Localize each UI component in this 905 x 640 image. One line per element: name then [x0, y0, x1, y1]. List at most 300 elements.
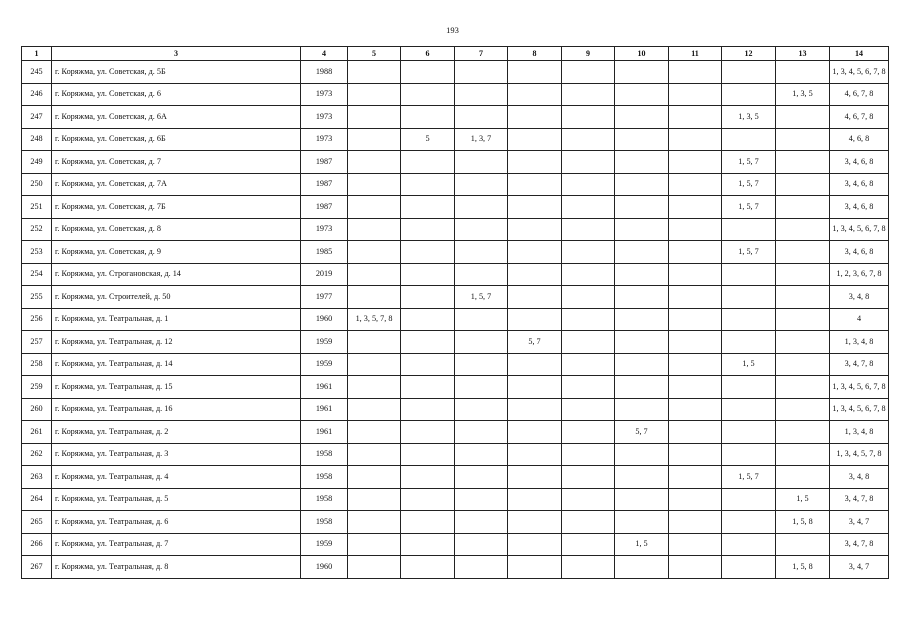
row-number-cell: 258	[22, 353, 52, 376]
address-cell: г. Коряжма, ул. Театральная, д. 12	[52, 331, 301, 354]
table-cell	[669, 263, 722, 286]
table-body	[22, 61, 889, 579]
address-cell: г. Коряжма, ул. Театральная, д. 1	[52, 308, 301, 331]
table-cell	[401, 196, 455, 219]
address-cell: г. Коряжма, ул. Театральная, д. 2	[52, 421, 301, 444]
row-number-cell: 256	[22, 308, 52, 331]
table-cell	[401, 173, 455, 196]
table-cell	[722, 443, 776, 466]
table-cell	[669, 106, 722, 129]
table-cell	[455, 443, 508, 466]
address-cell: г. Коряжма, ул. Театральная, д. 7	[52, 533, 301, 556]
row-number-cell: 266	[22, 533, 52, 556]
address-cell: г. Коряжма, ул. Театральная, д. 8	[52, 556, 301, 579]
row-number-cell: 254	[22, 263, 52, 286]
table-cell: 1, 5, 7	[722, 173, 776, 196]
table-cell	[776, 466, 830, 489]
table-cell	[562, 421, 615, 444]
address-cell: г. Коряжма, ул. Советская, д. 6А	[52, 106, 301, 129]
table-cell	[562, 61, 615, 84]
year-cell: 1958	[301, 511, 348, 534]
table-cell	[455, 61, 508, 84]
table-cell	[615, 556, 669, 579]
table-cell	[722, 398, 776, 421]
table-cell	[722, 263, 776, 286]
table-cell	[401, 421, 455, 444]
header-row	[22, 47, 889, 61]
address-cell: г. Коряжма, ул. Советская, д. 8	[52, 218, 301, 241]
table-cell	[722, 556, 776, 579]
table-cell	[615, 61, 669, 84]
table-cell	[669, 128, 722, 151]
table-cell: 3, 4, 8	[830, 286, 889, 309]
year-cell: 1987	[301, 196, 348, 219]
table-row	[22, 106, 889, 129]
table-cell	[776, 263, 830, 286]
table-cell	[348, 398, 401, 421]
table-row	[22, 308, 889, 331]
table-row	[22, 128, 889, 151]
year-cell: 1958	[301, 443, 348, 466]
table-cell	[508, 466, 562, 489]
table-cell	[455, 331, 508, 354]
table-cell: 1, 5, 8	[776, 511, 830, 534]
column-header: 13	[776, 47, 830, 61]
table-cell	[562, 83, 615, 106]
row-number-cell: 261	[22, 421, 52, 444]
table-row	[22, 263, 889, 286]
table-cell: 1, 5, 7	[455, 286, 508, 309]
table-cell	[401, 533, 455, 556]
table-cell	[776, 331, 830, 354]
table-cell	[401, 106, 455, 129]
table-cell	[615, 353, 669, 376]
table-cell	[776, 106, 830, 129]
year-cell: 1960	[301, 556, 348, 579]
table-cell	[348, 128, 401, 151]
table-cell: 1, 2, 3, 6, 7, 8	[830, 263, 889, 286]
column-header: 9	[562, 47, 615, 61]
table-cell	[562, 443, 615, 466]
column-header: 8	[508, 47, 562, 61]
table-cell	[508, 488, 562, 511]
table-cell: 1, 3, 4, 8	[830, 421, 889, 444]
table-cell	[776, 376, 830, 399]
table-cell	[508, 353, 562, 376]
table-cell	[722, 488, 776, 511]
year-cell: 1988	[301, 61, 348, 84]
table-cell	[508, 218, 562, 241]
table-cell	[776, 421, 830, 444]
table-cell	[776, 218, 830, 241]
address-cell: г. Коряжма, ул. Советская, д. 5Б	[52, 61, 301, 84]
table-cell	[776, 398, 830, 421]
table-cell	[401, 218, 455, 241]
table-cell	[669, 376, 722, 399]
table-cell	[776, 533, 830, 556]
table-cell	[348, 421, 401, 444]
table-cell	[508, 83, 562, 106]
table-cell	[615, 196, 669, 219]
row-number-cell: 264	[22, 488, 52, 511]
year-cell: 1973	[301, 106, 348, 129]
table-cell	[669, 241, 722, 264]
column-header: 11	[669, 47, 722, 61]
table-cell	[722, 83, 776, 106]
row-number-cell: 262	[22, 443, 52, 466]
table-cell	[401, 61, 455, 84]
table-cell: 1, 3, 5	[722, 106, 776, 129]
table-cell: 1, 5, 7	[722, 466, 776, 489]
year-cell: 1973	[301, 218, 348, 241]
table-cell	[669, 353, 722, 376]
table-cell	[508, 421, 562, 444]
table-cell	[615, 83, 669, 106]
table-cell	[669, 443, 722, 466]
table-cell	[455, 196, 508, 219]
row-number-cell: 267	[22, 556, 52, 579]
table-cell	[508, 151, 562, 174]
table-cell	[562, 488, 615, 511]
address-cell: г. Коряжма, ул. Строгановская, д. 14	[52, 263, 301, 286]
table-cell	[722, 61, 776, 84]
table-cell: 1, 5	[722, 353, 776, 376]
row-number-cell: 248	[22, 128, 52, 151]
table-cell	[401, 398, 455, 421]
table-cell: 3, 4, 7, 8	[830, 488, 889, 511]
table-cell	[722, 533, 776, 556]
table-cell	[776, 61, 830, 84]
table-cell	[455, 218, 508, 241]
table-row	[22, 218, 889, 241]
table-header	[22, 47, 889, 61]
table-cell	[562, 173, 615, 196]
table-cell	[615, 376, 669, 399]
table-cell	[348, 83, 401, 106]
address-cell: г. Коряжма, ул. Театральная, д. 6	[52, 511, 301, 534]
table-cell	[508, 533, 562, 556]
table-cell	[722, 376, 776, 399]
address-cell: г. Коряжма, ул. Театральная, д. 3	[52, 443, 301, 466]
table-cell	[455, 533, 508, 556]
table-cell	[401, 151, 455, 174]
table-cell	[348, 263, 401, 286]
table-cell	[615, 286, 669, 309]
table-row	[22, 556, 889, 579]
table-cell	[562, 241, 615, 264]
table-cell: 1, 3, 4, 8	[830, 331, 889, 354]
year-cell: 1960	[301, 308, 348, 331]
table-cell: 1, 3, 4, 5, 6, 7, 8	[830, 398, 889, 421]
table-cell	[722, 331, 776, 354]
column-header: 12	[722, 47, 776, 61]
table-cell	[615, 511, 669, 534]
address-cell: г. Коряжма, ул. Театральная, д. 4	[52, 466, 301, 489]
table-cell: 5, 7	[615, 421, 669, 444]
table-cell	[776, 128, 830, 151]
table-cell: 1, 5, 7	[722, 241, 776, 264]
table-cell	[348, 173, 401, 196]
table-cell	[669, 61, 722, 84]
table-cell	[508, 308, 562, 331]
row-number-cell: 263	[22, 466, 52, 489]
table-cell	[669, 151, 722, 174]
column-header: 6	[401, 47, 455, 61]
table-row	[22, 286, 889, 309]
table-cell	[348, 218, 401, 241]
year-cell: 1973	[301, 128, 348, 151]
table-cell	[562, 263, 615, 286]
table-row	[22, 353, 889, 376]
table-cell	[508, 511, 562, 534]
table-row	[22, 61, 889, 84]
column-header: 4	[301, 47, 348, 61]
table-cell	[776, 353, 830, 376]
year-cell: 1959	[301, 331, 348, 354]
table-cell	[615, 218, 669, 241]
table-cell	[615, 398, 669, 421]
address-cell: г. Коряжма, ул. Советская, д. 7А	[52, 173, 301, 196]
table-cell	[669, 331, 722, 354]
table-cell	[348, 511, 401, 534]
table-cell	[615, 173, 669, 196]
table-cell	[348, 61, 401, 84]
column-header: 7	[455, 47, 508, 61]
table-cell: 1, 5, 7	[722, 196, 776, 219]
table-cell	[669, 533, 722, 556]
table-cell	[455, 353, 508, 376]
table-cell	[669, 421, 722, 444]
table-row	[22, 466, 889, 489]
table-cell	[348, 556, 401, 579]
table-cell	[508, 196, 562, 219]
column-header: 14	[830, 47, 889, 61]
row-number-cell: 250	[22, 173, 52, 196]
table-cell	[615, 443, 669, 466]
table-cell: 1, 5, 8	[776, 556, 830, 579]
table-cell	[562, 196, 615, 219]
year-cell: 1977	[301, 286, 348, 309]
table-row	[22, 151, 889, 174]
table-cell: 1, 3, 5	[776, 83, 830, 106]
address-cell: г. Коряжма, ул. Строителей, д. 50	[52, 286, 301, 309]
year-cell: 1961	[301, 398, 348, 421]
table-cell: 1, 3, 4, 5, 7, 8	[830, 443, 889, 466]
table-cell	[348, 353, 401, 376]
table-row	[22, 511, 889, 534]
table-cell	[722, 308, 776, 331]
page-number: 193	[446, 25, 459, 35]
address-cell: г. Коряжма, ул. Советская, д. 6	[52, 83, 301, 106]
table-cell	[669, 398, 722, 421]
table-cell	[562, 218, 615, 241]
table-cell	[348, 376, 401, 399]
table-cell	[562, 286, 615, 309]
table-cell	[615, 128, 669, 151]
table-cell	[455, 421, 508, 444]
column-header: 1	[22, 47, 52, 61]
row-number-cell: 247	[22, 106, 52, 129]
table-cell	[776, 241, 830, 264]
table-cell	[508, 443, 562, 466]
table-row	[22, 398, 889, 421]
table-row	[22, 241, 889, 264]
table-cell	[776, 173, 830, 196]
table-cell	[776, 308, 830, 331]
address-cell: г. Коряжма, ул. Театральная, д. 5	[52, 488, 301, 511]
address-cell: г. Коряжма, ул. Театральная, д. 14	[52, 353, 301, 376]
row-number-cell: 249	[22, 151, 52, 174]
table-cell	[562, 376, 615, 399]
column-header: 5	[348, 47, 401, 61]
table-cell	[401, 83, 455, 106]
table-cell: 1, 3, 7	[455, 128, 508, 151]
table-cell	[615, 466, 669, 489]
row-number-cell: 252	[22, 218, 52, 241]
table-cell	[669, 286, 722, 309]
table-cell	[401, 263, 455, 286]
table-cell	[348, 466, 401, 489]
table-cell	[348, 488, 401, 511]
table-row	[22, 376, 889, 399]
table-cell: 3, 4, 7, 8	[830, 353, 889, 376]
year-cell: 1985	[301, 241, 348, 264]
table-cell: 1, 5	[776, 488, 830, 511]
column-header: 3	[52, 47, 301, 61]
table-cell	[508, 556, 562, 579]
table-cell	[508, 128, 562, 151]
table-cell	[401, 241, 455, 264]
table-cell	[508, 398, 562, 421]
table-cell: 1, 3, 5, 7, 8	[348, 308, 401, 331]
table-cell	[401, 466, 455, 489]
table-cell	[401, 353, 455, 376]
year-cell: 1987	[301, 151, 348, 174]
table-cell	[562, 151, 615, 174]
table-cell	[508, 173, 562, 196]
table-cell	[455, 83, 508, 106]
table-cell	[508, 376, 562, 399]
table-cell	[455, 173, 508, 196]
table-cell	[401, 376, 455, 399]
row-number-cell: 260	[22, 398, 52, 421]
table-cell	[722, 421, 776, 444]
year-cell: 1961	[301, 421, 348, 444]
table-cell	[776, 196, 830, 219]
row-number-cell: 253	[22, 241, 52, 264]
building-table	[21, 46, 889, 579]
table-cell	[669, 488, 722, 511]
table-cell: 1, 5	[615, 533, 669, 556]
year-cell: 1961	[301, 376, 348, 399]
table-cell	[776, 151, 830, 174]
table-cell	[562, 128, 615, 151]
table-cell: 3, 4, 6, 8	[830, 196, 889, 219]
table-cell	[615, 308, 669, 331]
table-cell	[562, 556, 615, 579]
table-row	[22, 196, 889, 219]
row-number-cell: 246	[22, 83, 52, 106]
row-number-cell: 259	[22, 376, 52, 399]
table-cell	[455, 241, 508, 264]
row-number-cell: 265	[22, 511, 52, 534]
table-cell: 4, 6, 7, 8	[830, 83, 889, 106]
table-cell	[508, 286, 562, 309]
row-number-cell: 251	[22, 196, 52, 219]
table-cell	[562, 398, 615, 421]
table-cell	[669, 308, 722, 331]
address-cell: г. Коряжма, ул. Театральная, д. 15	[52, 376, 301, 399]
table-cell	[401, 286, 455, 309]
table-cell: 3, 4, 7, 8	[830, 533, 889, 556]
table-cell	[455, 106, 508, 129]
table-cell	[615, 263, 669, 286]
table-cell	[669, 466, 722, 489]
table-cell	[669, 218, 722, 241]
table-cell: 3, 4, 6, 8	[830, 241, 889, 264]
year-cell: 1973	[301, 83, 348, 106]
table-cell	[348, 196, 401, 219]
table-cell	[401, 443, 455, 466]
table-cell	[455, 466, 508, 489]
table-cell: 3, 4, 6, 8	[830, 151, 889, 174]
table-cell	[508, 61, 562, 84]
table-cell	[722, 511, 776, 534]
table-cell: 1, 3, 4, 5, 6, 7, 8	[830, 61, 889, 84]
table-cell	[669, 196, 722, 219]
table-cell: 3, 4, 6, 8	[830, 173, 889, 196]
year-cell: 1959	[301, 533, 348, 556]
address-cell: г. Коряжма, ул. Советская, д. 6Б	[52, 128, 301, 151]
table-cell: 5	[401, 128, 455, 151]
address-cell: г. Коряжма, ул. Театральная, д. 16	[52, 398, 301, 421]
table-cell	[401, 331, 455, 354]
table-cell: 1, 3, 4, 5, 6, 7, 8	[830, 376, 889, 399]
row-number-cell: 255	[22, 286, 52, 309]
table-cell	[348, 533, 401, 556]
table-cell	[401, 488, 455, 511]
table-cell	[455, 488, 508, 511]
table-cell: 3, 4, 7	[830, 556, 889, 579]
table-cell	[455, 263, 508, 286]
table-cell	[562, 331, 615, 354]
table-cell	[348, 241, 401, 264]
table-cell: 1, 3, 4, 5, 6, 7, 8	[830, 218, 889, 241]
year-cell: 1987	[301, 173, 348, 196]
row-number-cell: 245	[22, 61, 52, 84]
table-cell	[669, 556, 722, 579]
table-row	[22, 173, 889, 196]
row-number-cell: 257	[22, 331, 52, 354]
table-cell	[669, 83, 722, 106]
table-cell	[562, 308, 615, 331]
table-cell	[508, 241, 562, 264]
table-cell	[348, 331, 401, 354]
table-cell	[615, 488, 669, 511]
table-cell: 1, 5, 7	[722, 151, 776, 174]
table-cell	[455, 556, 508, 579]
table-cell	[669, 511, 722, 534]
table-cell	[401, 556, 455, 579]
table-cell	[562, 533, 615, 556]
address-cell: г. Коряжма, ул. Советская, д. 7	[52, 151, 301, 174]
table-cell: 4	[830, 308, 889, 331]
table-cell	[348, 106, 401, 129]
table-cell	[776, 443, 830, 466]
table-cell: 3, 4, 8	[830, 466, 889, 489]
table-cell	[508, 106, 562, 129]
table-cell	[562, 353, 615, 376]
